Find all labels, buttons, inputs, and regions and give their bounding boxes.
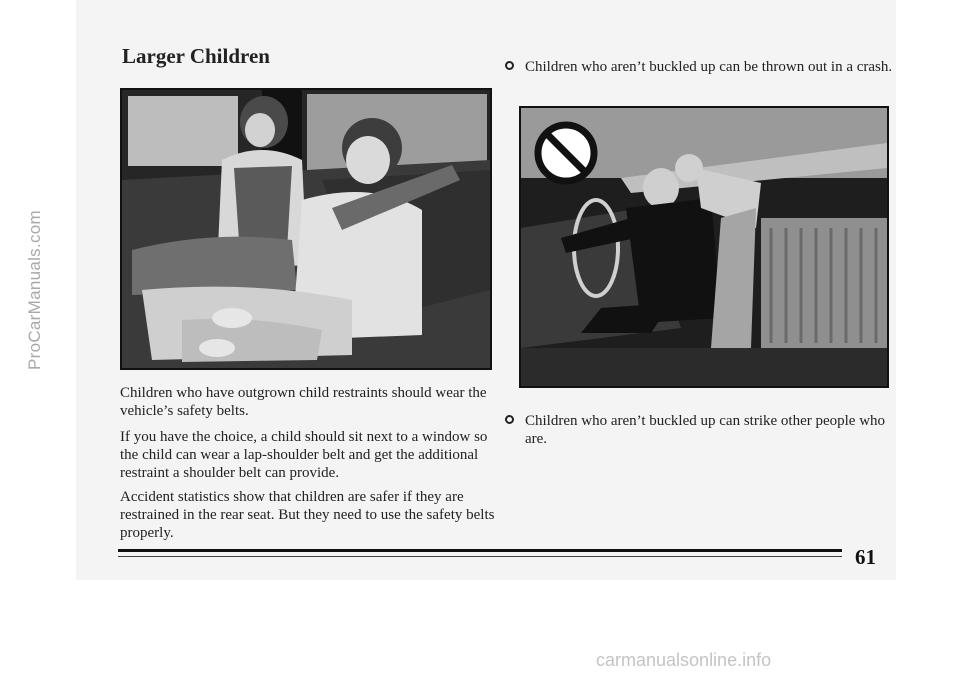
footer-watermark: carmanualsonline.info [596,650,772,670]
side-watermark [20,30,50,550]
page-number: 61 [855,545,876,569]
unbuckled-children-thrown-in-crash-illustration [519,106,889,388]
paragraph-statistics: Accident statistics show that children are safer if they are restrained in the rear seat. But they need to use the safety belts properly. [120,489,495,541]
side-watermark-text: ProCarManuals.com [25,209,44,371]
bullet-text: Children who aren’t buckled up can be thrown out in a crash. [525,59,893,75]
no-sign-icon [538,125,594,181]
paragraph-window-seat: If you have the choice, a child should sit next to a window so the child can wear a lap-shoulder belt and get the additional restraint a shoulder belt can provide. [120,429,488,481]
section-heading: Larger Children [122,44,270,68]
bullet-icon [505,61,514,70]
footer-rule-thick [118,549,842,552]
children-buckled-in-rear-seat-illustration [120,88,492,370]
bullet-text: Children who aren’t buckled up can strike other people who are. [525,413,886,447]
bullet-icon [505,415,514,424]
footer-rule-thin [118,556,842,557]
paragraph-outgrown: Children who have outgrown child restraints should wear the vehicle’s safety belts. [120,385,487,419]
